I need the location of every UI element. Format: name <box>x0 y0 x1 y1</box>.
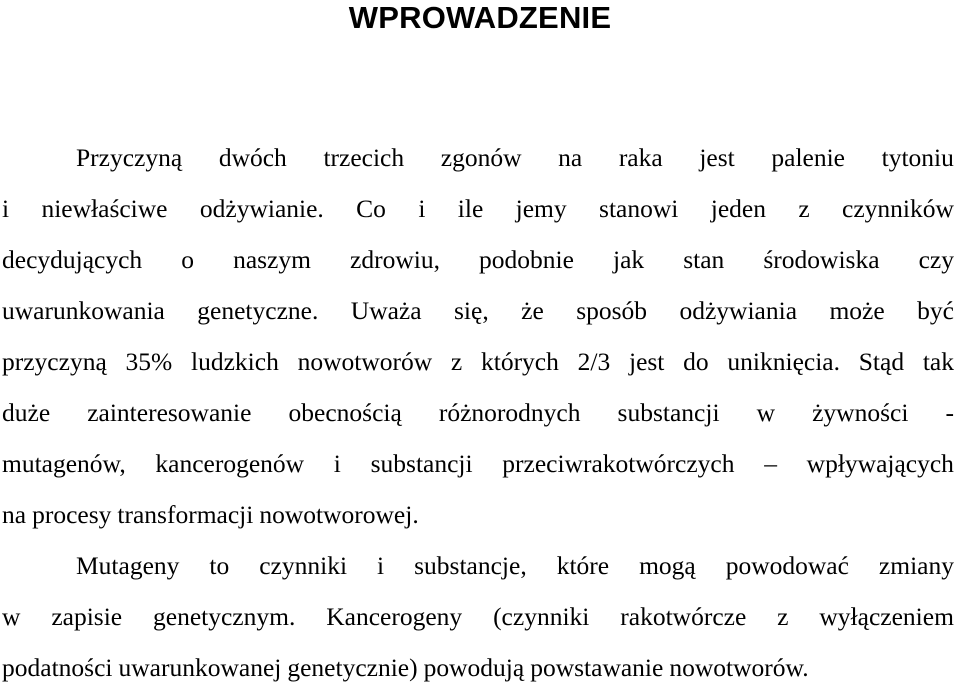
word: obecnością <box>288 398 402 427</box>
word: i <box>418 194 426 223</box>
word: Przyczyną <box>76 143 183 172</box>
word: jemy <box>515 194 567 223</box>
word: raka <box>618 143 663 172</box>
word: genetycznym. <box>153 602 296 631</box>
word: 35% <box>125 347 173 376</box>
word: dwóch <box>218 143 287 172</box>
word: nowotworowej. <box>259 500 419 529</box>
word: to <box>209 551 230 580</box>
word: żywności <box>812 398 909 427</box>
word: sposób <box>576 296 648 325</box>
word: jest <box>699 143 735 172</box>
word: czynników <box>842 194 954 223</box>
word: w <box>2 602 21 631</box>
word: palenie <box>771 143 845 172</box>
word: zgonów <box>440 143 522 172</box>
word: środowiska <box>763 245 880 274</box>
word: podatności <box>2 653 113 682</box>
word: z <box>777 602 789 631</box>
word: transformacji <box>117 500 254 529</box>
paragraph-1-line-5 <box>2 345 954 385</box>
word: podobnie <box>479 245 574 274</box>
word: które <box>556 551 610 580</box>
word: nowotworów <box>297 347 433 376</box>
word: jak <box>613 245 645 274</box>
word: uwarunkowanej <box>118 653 282 682</box>
word: kancerogenów <box>155 449 305 478</box>
paragraph-1-line-3 <box>2 243 954 283</box>
word: nowotworów. <box>669 653 809 682</box>
word: genetycznie) <box>287 653 418 682</box>
word: (czynniki <box>493 602 590 631</box>
word: zainteresowanie <box>87 398 252 427</box>
paragraph-1-line-4 <box>2 294 954 334</box>
word: niewłaściwe <box>41 194 168 223</box>
word: o <box>181 245 194 274</box>
paragraph-1-line-6 <box>2 396 954 436</box>
word: zdrowiu, <box>350 245 440 274</box>
word: decydujących <box>2 245 143 274</box>
word: do <box>683 347 709 376</box>
word: odżywiania <box>679 296 798 325</box>
word: że <box>521 296 544 325</box>
word: – <box>764 449 777 478</box>
word: uwarunkowania <box>2 296 165 325</box>
word: z <box>450 347 463 376</box>
word: substancje, <box>414 551 527 580</box>
word: uniknięcia. <box>727 347 840 376</box>
word: - <box>945 398 954 427</box>
word: jest <box>628 347 665 376</box>
word: naszym <box>233 245 311 274</box>
word: i <box>377 551 385 580</box>
word: substancji <box>617 398 720 427</box>
word: czy <box>918 245 954 274</box>
word: 2/3 <box>577 347 611 376</box>
word: wpływających <box>806 449 954 478</box>
word: czynniki <box>259 551 348 580</box>
word: tytoniu <box>881 143 954 172</box>
word: mutagenów, <box>2 449 126 478</box>
word: trzecich <box>323 143 405 172</box>
paragraph-1-line-1 <box>76 141 954 181</box>
word: których <box>480 347 559 376</box>
word: zmiany <box>878 551 954 580</box>
word: Co <box>356 194 386 223</box>
word: stan <box>683 245 725 274</box>
word: Stąd <box>858 347 905 376</box>
word: stanowi <box>599 194 679 223</box>
word: może <box>829 296 885 325</box>
word: zapisie <box>51 602 123 631</box>
word: na <box>558 143 583 172</box>
word: wyłączeniem <box>819 602 954 631</box>
word: się, <box>454 296 489 325</box>
word: przyczyną <box>2 347 107 376</box>
word: substancji <box>370 449 473 478</box>
word: Uważa <box>350 296 422 325</box>
word: procesy <box>32 500 112 529</box>
word: powstawanie <box>530 653 664 682</box>
paragraph-1-line-7 <box>2 447 954 487</box>
word: na <box>2 500 27 529</box>
word: tak <box>922 347 954 376</box>
word: różnorodnych <box>438 398 581 427</box>
word: w <box>756 398 776 427</box>
word: ile <box>457 194 484 223</box>
page-title: WPROWADZENIE <box>348 0 612 35</box>
word: rakotwórcze <box>620 602 747 631</box>
word: Kancerogeny <box>326 602 463 631</box>
word: genetyczne. <box>197 296 319 325</box>
word: przeciwrakotwórczych <box>502 449 735 478</box>
word: z <box>798 194 810 223</box>
word: Mutageny <box>76 551 180 580</box>
paragraph-2-line-2 <box>2 600 954 640</box>
word: jeden <box>710 194 766 223</box>
paragraph-1-line-8 <box>2 498 954 538</box>
word: odżywianie. <box>199 194 324 223</box>
paragraph-1-line-2 <box>2 192 954 232</box>
word: powodują <box>423 653 525 682</box>
word: i <box>333 449 341 478</box>
word: duże <box>2 398 51 427</box>
word: być <box>917 296 954 325</box>
word: mogą <box>639 551 696 580</box>
word: i <box>2 194 10 223</box>
word: ludzkich <box>191 347 279 376</box>
paragraph-2-line-3 <box>2 651 954 691</box>
word: powodować <box>725 551 849 580</box>
paragraph-2-line-1 <box>76 549 954 589</box>
